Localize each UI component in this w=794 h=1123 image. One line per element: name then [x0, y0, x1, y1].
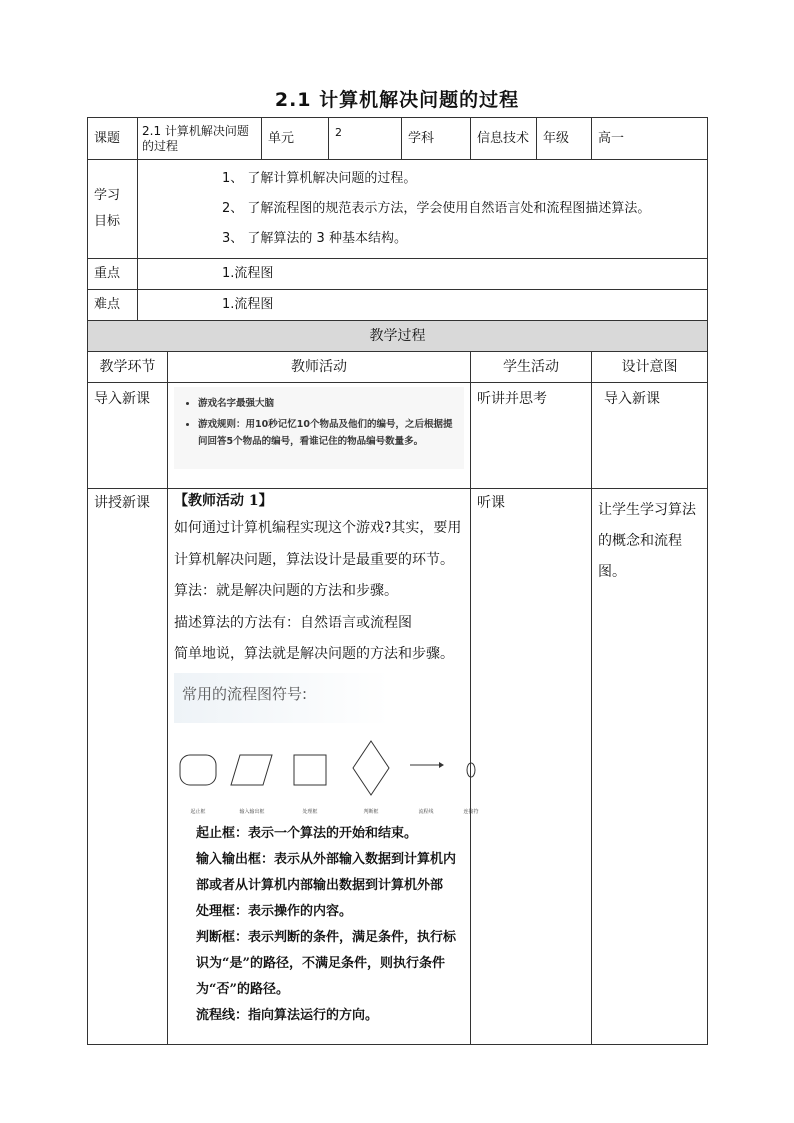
objective-item: 1、 了解计算机解决问题的过程。: [222, 171, 417, 186]
key-point-label: 重点: [88, 259, 138, 290]
lecture-teacher: [168, 489, 479, 1045]
teacher-activity-heading: 【教师活动 1】: [174, 493, 273, 509]
process-header: 教学过程: [88, 321, 708, 352]
lesson-label: 课题: [88, 118, 138, 160]
symbol-label: 起止框: [190, 808, 206, 815]
lecture-para: 描述算法的方法有：自然语言或流程图: [174, 614, 412, 631]
symbol-descriptions: [174, 821, 464, 1029]
lecture-intent: 让学生学习算法的概念和流程图。: [592, 489, 708, 1045]
objective-item: 2、 了解流程图的规范表示方法，学会使用自然语言处和流程图描述算法。: [222, 201, 651, 216]
slide-bullet: • 游戏名字最强大脑: [198, 395, 454, 412]
difficulty-value: 1.流程图: [138, 290, 708, 321]
grade-label: 年级: [537, 118, 592, 160]
intro-intent: 导入新课: [592, 383, 708, 489]
lecture-student: 听课: [471, 489, 592, 1045]
lecture-para: 如何通过计算机编程实现这个游戏?其实，要用计算机解决问题，算法设计是最重要的环节。: [174, 520, 462, 568]
symbol-label: 处理框: [302, 808, 318, 815]
objectives-row: [88, 160, 708, 259]
lecture-para: 算法：就是解决问题的方法和步骤。: [174, 583, 398, 599]
symbol-label: 流程线: [418, 808, 434, 815]
intro-slide-image: [174, 387, 464, 469]
symbol-label: 连接符: [463, 808, 479, 815]
intro-student: 听讲并思考: [471, 383, 592, 489]
subject-value: 信息技术: [471, 118, 537, 160]
symbol-label: 输入输出框: [239, 808, 265, 815]
intro-teacher: [168, 383, 471, 489]
process-symbol: [294, 755, 326, 785]
flowchart-symbols-image: [174, 673, 479, 821]
unit-value: 2: [329, 118, 402, 160]
objective-item: 3、 了解算法的 3 种基本结构。: [222, 231, 407, 246]
info-row: [88, 118, 708, 160]
io-symbol: [231, 755, 272, 785]
symbols-title: 常用的流程图符号:: [182, 684, 308, 703]
col-intent: 设计意图: [592, 352, 708, 383]
process-header-row: [88, 321, 708, 352]
difficulty-row: [88, 290, 708, 321]
grade-value: 高一: [592, 118, 708, 160]
symbol-desc: 起止框：表示一个算法的开始和结束。: [196, 825, 418, 841]
subject-label: 学科: [402, 118, 471, 160]
document-title: 2.1 计算机解决问题的过程: [274, 89, 520, 111]
key-point-value: 1.流程图: [138, 259, 708, 290]
key-point-row: [88, 259, 708, 290]
symbol-desc: 处理框：表示操作的内容。: [196, 903, 353, 919]
objectives-list: [138, 160, 708, 259]
symbol-label: 判断框: [363, 808, 379, 815]
slide-bullet: • 游戏规则：用10秒记忆10个物品及他们的编号，之后根据提问回答5个物品的编号，看谁记住的物品编号数量多。: [198, 416, 454, 450]
col-teacher: 教师活动: [168, 352, 471, 383]
symbol-desc: 判断框：表示判断的条件，满足条件，执行标识为“是”的路径，不满足条件，则执行条件为“否”的路径。: [196, 929, 457, 997]
terminal-symbol: [180, 755, 216, 785]
lecture-row: [88, 489, 708, 1045]
connector-symbol: [467, 763, 475, 777]
lecture-para: 简单地说，算法就是解决问题的方法和步骤。: [174, 646, 454, 662]
symbol-desc: 输入输出框：表示从外部输入数据到计算机内部或者从计算机内部输出数据到计算机外部: [196, 851, 457, 893]
unit-label: 单元: [262, 118, 329, 160]
lesson-value: 2.1 计算机解决问题的过程: [138, 118, 262, 160]
intro-stage: 导入新课: [88, 383, 168, 489]
decision-symbol: [353, 741, 389, 795]
column-header-row: [88, 352, 708, 383]
difficulty-label: 难点: [88, 290, 138, 321]
objectives-label: 学习目标: [88, 160, 138, 259]
lesson-plan-table: [87, 117, 708, 1045]
col-stage: 教学环节: [88, 352, 168, 383]
intro-row: [88, 383, 708, 489]
lecture-stage: 讲授新课: [88, 489, 168, 1045]
col-student: 学生活动: [471, 352, 592, 383]
symbol-desc: 流程线：指向算法运行的方向。: [196, 1007, 379, 1023]
